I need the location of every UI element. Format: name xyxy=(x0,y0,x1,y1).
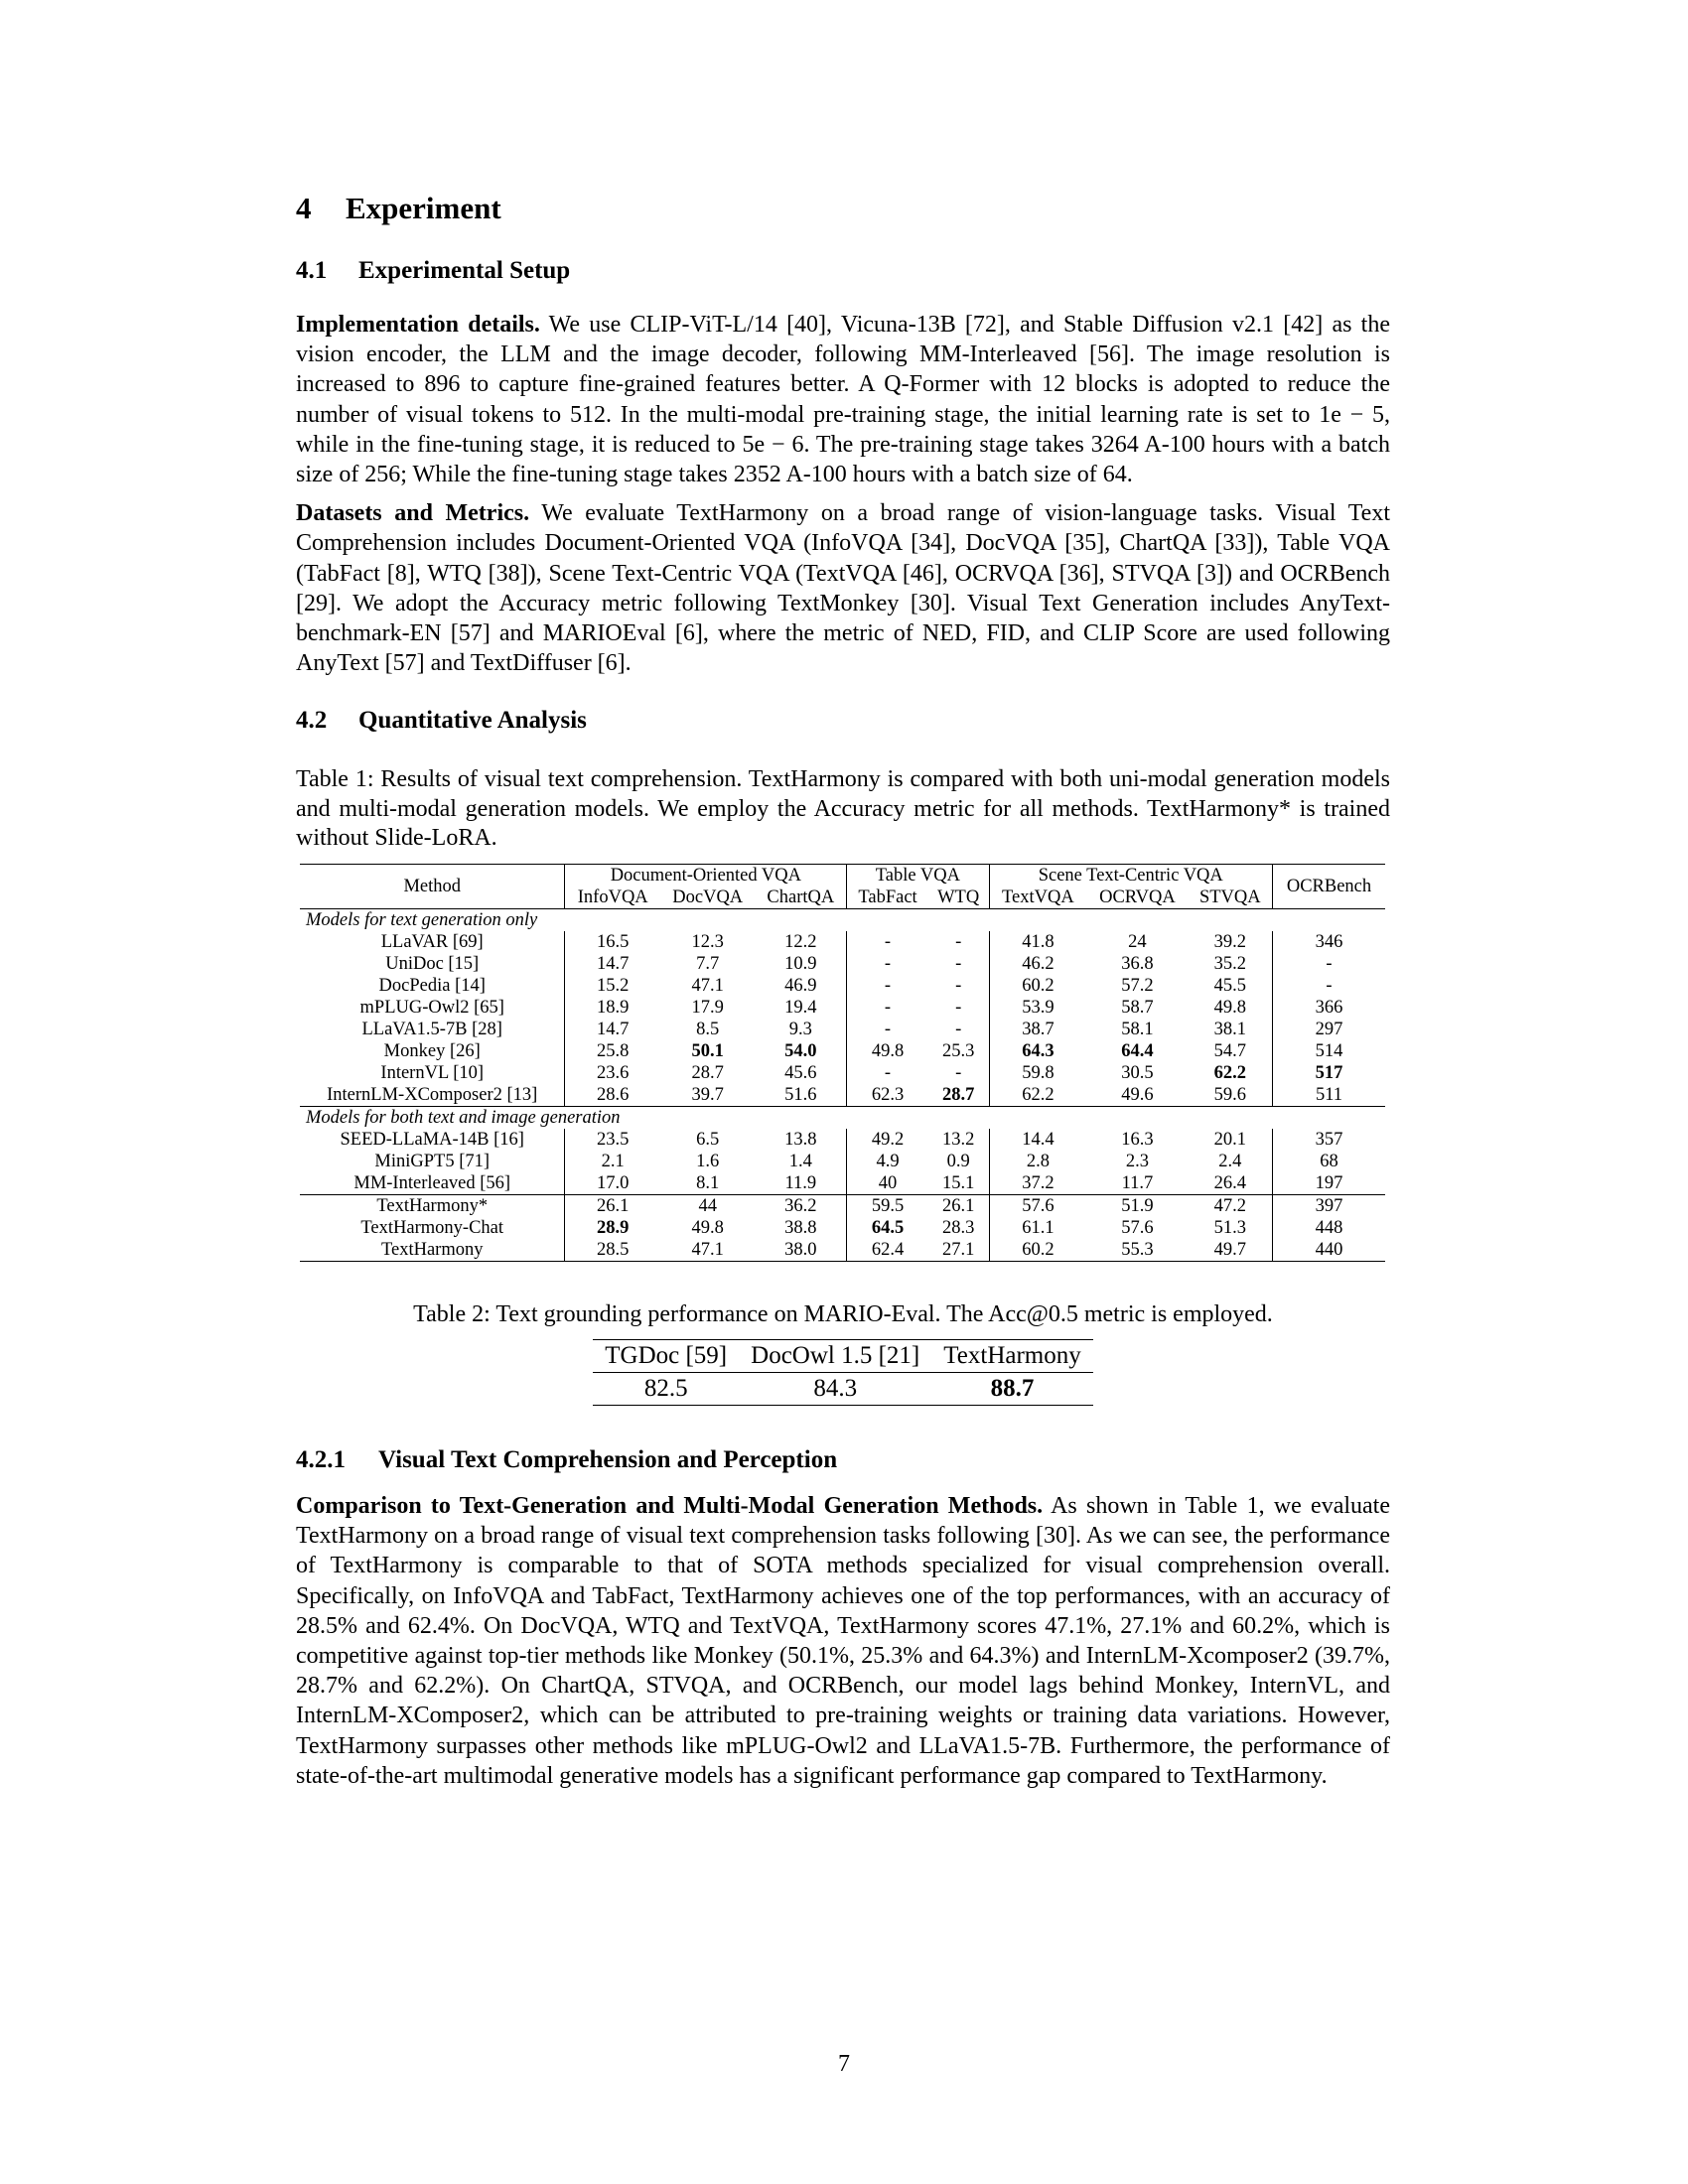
subsection-number: 4.2 xyxy=(296,707,328,735)
paragraph-text: We use CLIP-ViT-L/14 [40], Vicuna-13B [72], and Stable Diffusion v2.1 [42] as the vision encoder, the LLM and the image decoder, following MM-Interleaved [56]. The image resolution is increased to 896 to capture fine-grained features better. A Q-Former with 12 blocks is adopted to reduce the number of visual tokens to 512. In the multi-modal pre-training stage, the initial learning rate is set to 1e − 5, while in the fine-tuning stage, it is reduced to 5e − 6. The pre-training stage takes 3264 A-100 hours with a batch size of 256; While the fine-tuning stage takes 2352 A-100 hours with a batch size of 64. xyxy=(296,312,1390,488)
table-cell: 38.8 xyxy=(755,1217,846,1239)
table-cell: 51.9 xyxy=(1086,1194,1188,1217)
column-header: DocOwl 1.5 [21] xyxy=(739,1339,931,1372)
group-header-doc: Document-Oriented VQA xyxy=(565,864,847,887)
column-header: InfoVQA xyxy=(565,887,660,909)
table-cell: 60.2 xyxy=(989,1239,1086,1262)
table-cell: 2.4 xyxy=(1189,1151,1273,1172)
column-header: WTQ xyxy=(928,887,989,909)
table-cell: 2.1 xyxy=(601,1151,625,1171)
table-cell: 58.1 xyxy=(1121,1019,1154,1039)
table-cell: 24 xyxy=(1128,931,1147,952)
table-cell: 55.3 xyxy=(1086,1239,1188,1262)
method-name: LLaVAR [69] xyxy=(300,931,565,953)
table-cell: 49.2 xyxy=(871,1129,905,1150)
table-cell: 13.8 xyxy=(755,1129,846,1151)
table-section-label: Models for both text and image generation xyxy=(300,1106,1385,1129)
table-cell: 9.3 xyxy=(755,1019,846,1040)
paragraph-implementation xyxy=(296,310,1390,489)
table-row xyxy=(300,1172,1385,1195)
table-cell: 49.8 xyxy=(871,1040,905,1061)
column-header: TGDoc [59] xyxy=(593,1339,739,1372)
column-header: TabFact xyxy=(847,887,928,909)
method-name: InternVL [10] xyxy=(300,1062,565,1084)
table-cell: 8.1 xyxy=(696,1172,720,1193)
table-cell: 4.9 xyxy=(876,1151,900,1171)
table-cell: 49.7 xyxy=(1189,1239,1273,1262)
table-cell: 61.1 xyxy=(1022,1217,1055,1238)
paragraph-lead: Comparison to Text-Generation and Multi-Modal Generation Methods. xyxy=(296,1492,1044,1519)
table-section-label: Models for text generation only xyxy=(306,909,538,930)
table-row xyxy=(300,1129,1385,1151)
table-cell: - xyxy=(928,1019,989,1040)
table-cell: 14.7 xyxy=(597,953,630,974)
table-cell: 82.5 xyxy=(593,1372,739,1405)
column-header: ChartQA xyxy=(755,887,846,909)
table-cell: 50.1 xyxy=(691,1040,724,1061)
table-cell: 45.6 xyxy=(755,1062,846,1084)
table-cell: 68 xyxy=(1320,1151,1338,1171)
table-cell: 44 xyxy=(660,1194,755,1217)
table-cell: 62.3 xyxy=(871,1084,905,1105)
header-method: Method xyxy=(300,864,565,908)
table-cell: 17.0 xyxy=(597,1172,630,1193)
section-number: 4 xyxy=(296,191,312,225)
table-cell: 511 xyxy=(1315,1084,1343,1105)
table-cell: 53.9 xyxy=(1022,997,1055,1018)
table-cell: 84.3 xyxy=(739,1372,931,1405)
table-row xyxy=(300,1239,1385,1262)
paragraph-datasets xyxy=(296,498,1390,678)
table-row xyxy=(300,931,1385,953)
table-cell: 59.6 xyxy=(1189,1084,1273,1107)
table-cell: 17.9 xyxy=(691,997,724,1018)
table-cell: 47.1 xyxy=(660,1239,755,1262)
table-cell: - xyxy=(928,975,989,997)
table-cell: 357 xyxy=(1315,1129,1343,1150)
table-cell: 23.5 xyxy=(597,1129,630,1150)
table-cell: - xyxy=(884,975,892,996)
table-cell: 297 xyxy=(1315,1019,1343,1039)
table-cell: 62.2 xyxy=(1022,1084,1055,1105)
table-row xyxy=(300,1194,1385,1217)
table-cell: 46.9 xyxy=(755,975,846,997)
column-header: TextVQA xyxy=(989,887,1086,909)
table-cell: 0.9 xyxy=(928,1151,989,1172)
table-row xyxy=(300,1217,1385,1239)
subsection-heading-setup xyxy=(296,254,1390,288)
table-cell: 36.2 xyxy=(755,1194,846,1217)
table-row xyxy=(300,953,1385,975)
subsection-heading-quantitative xyxy=(296,704,1390,738)
table-cell: - xyxy=(884,953,892,974)
table-cell: 62.2 xyxy=(1189,1062,1273,1084)
method-name: mPLUG-Owl2 [65] xyxy=(300,997,565,1019)
table-row xyxy=(300,1084,1385,1107)
table-cell: 28.3 xyxy=(928,1217,989,1239)
table-cell: 60.2 xyxy=(1022,975,1055,996)
table-cell: 28.5 xyxy=(565,1239,660,1262)
table-cell: 16.5 xyxy=(597,931,630,952)
column-header: TextHarmony xyxy=(931,1339,1093,1372)
table-cell: 7.7 xyxy=(696,953,720,974)
method-name: MM-Interleaved [56] xyxy=(300,1172,565,1195)
table-cell: 8.5 xyxy=(696,1019,720,1039)
table-row xyxy=(300,1151,1385,1172)
method-name: TextHarmony xyxy=(300,1239,565,1262)
table-cell: 517 xyxy=(1315,1062,1343,1083)
table-cell: 25.8 xyxy=(597,1040,630,1061)
table-cell: - xyxy=(928,1062,989,1084)
table-cell: 39.7 xyxy=(691,1084,724,1105)
paragraph-lead: Datasets and Metrics. xyxy=(296,500,530,527)
table-cell: 30.5 xyxy=(1121,1062,1154,1083)
table-cell: 26.1 xyxy=(928,1194,989,1217)
table-cell: 88.7 xyxy=(931,1372,1093,1405)
table-cell: 47.2 xyxy=(1189,1194,1273,1217)
table1-caption: Table 1: Results of visual text comprehension. TextHarmony is compared with both uni-modal generation models and multi-modal generation models. We employ the Accuracy metric for all methods. TextHarmony* is trained without Slide-LoRA. xyxy=(296,766,1390,852)
table-cell: 36.8 xyxy=(1121,953,1154,974)
table2-grounding-results xyxy=(593,1339,1093,1406)
table1-body xyxy=(300,908,1385,1261)
table-cell: 62.4 xyxy=(847,1239,928,1262)
table-cell: 28.9 xyxy=(597,1217,630,1238)
table-cell: - xyxy=(884,1019,892,1039)
table-cell: 64.5 xyxy=(871,1217,905,1238)
table-cell: 11.9 xyxy=(755,1172,846,1195)
column-header: DocVQA xyxy=(660,887,755,909)
method-name: MiniGPT5 [71] xyxy=(300,1151,565,1172)
table-cell: 46.2 xyxy=(1022,953,1055,974)
table-cell: - xyxy=(928,931,989,953)
method-name: InternLM-XComposer2 [13] xyxy=(300,1084,565,1107)
table-cell: 2.8 xyxy=(1026,1151,1050,1171)
method-name: DocPedia [14] xyxy=(300,975,565,997)
table-cell: - xyxy=(928,997,989,1019)
section-title: Experiment xyxy=(346,191,501,225)
table-cell: 440 xyxy=(1272,1239,1385,1262)
table-cell: 47.1 xyxy=(691,975,724,996)
table-cell: 40 xyxy=(878,1172,898,1193)
table-cell: 38.1 xyxy=(1189,1019,1273,1040)
table-cell: 14.7 xyxy=(597,1019,630,1039)
method-name: SEED-LLaMA-14B [16] xyxy=(300,1129,565,1151)
table-cell: 28.7 xyxy=(691,1062,724,1083)
table-cell: 28.7 xyxy=(928,1084,989,1107)
table1-comprehension-results xyxy=(300,864,1385,1262)
table-cell: 38.0 xyxy=(755,1239,846,1262)
table-cell: 57.2 xyxy=(1121,975,1154,996)
method-name: TextHarmony-Chat xyxy=(300,1217,565,1239)
table-cell: 397 xyxy=(1272,1194,1385,1217)
table-cell: 25.3 xyxy=(928,1040,989,1062)
subsection-title: Experimental Setup xyxy=(358,257,571,284)
group-header-table: Table VQA xyxy=(847,864,989,887)
table-cell: 1.4 xyxy=(755,1151,846,1172)
table-cell: 6.5 xyxy=(696,1129,720,1150)
table-cell: 57.6 xyxy=(989,1194,1086,1217)
table-cell: 59.5 xyxy=(847,1194,928,1217)
table-cell: 49.6 xyxy=(1121,1084,1154,1105)
method-name: Monkey [26] xyxy=(300,1040,565,1062)
table-cell: 14.4 xyxy=(1022,1129,1055,1150)
method-name: TextHarmony* xyxy=(300,1194,565,1217)
table-cell: - xyxy=(928,953,989,975)
table-cell: 64.3 xyxy=(1022,1040,1055,1061)
table-cell: 10.9 xyxy=(755,953,846,975)
table-cell: 51.3 xyxy=(1189,1217,1273,1239)
table-cell: 2.3 xyxy=(1125,1151,1149,1171)
column-header: OCRVQA xyxy=(1086,887,1188,909)
table-row xyxy=(300,1062,1385,1084)
table-cell: 19.4 xyxy=(755,997,846,1019)
group-header-scene: Scene Text-Centric VQA xyxy=(989,864,1272,887)
table-cell: 197 xyxy=(1315,1172,1343,1193)
subsubsection-heading xyxy=(296,1443,1390,1477)
subsubsection-number: 4.2.1 xyxy=(296,1445,346,1473)
table-cell: 16.3 xyxy=(1121,1129,1154,1150)
subsection-title: Quantitative Analysis xyxy=(358,707,587,735)
table-cell: 39.2 xyxy=(1189,931,1273,953)
subsection-number: 4.1 xyxy=(296,257,328,284)
table-cell: - xyxy=(884,931,892,952)
table-row xyxy=(300,997,1385,1019)
table-row xyxy=(300,1019,1385,1040)
table-cell: 38.7 xyxy=(1022,1019,1055,1039)
table-cell: 15.2 xyxy=(597,975,630,996)
table-cell: 35.2 xyxy=(1189,953,1273,975)
table-cell: 20.1 xyxy=(1189,1129,1273,1151)
page-number: 7 xyxy=(838,2051,850,2077)
table-cell: 37.2 xyxy=(1022,1172,1055,1193)
table-cell: 366 xyxy=(1315,997,1343,1018)
table-cell: 26.1 xyxy=(565,1194,660,1217)
table-cell: 64.4 xyxy=(1121,1040,1154,1061)
table-row xyxy=(300,1040,1385,1062)
table-cell: 45.5 xyxy=(1189,975,1273,997)
table-cell: 514 xyxy=(1315,1040,1343,1061)
table-cell: - xyxy=(1326,953,1333,974)
table-cell: - xyxy=(884,1062,892,1083)
table-cell: 11.7 xyxy=(1121,1172,1154,1193)
paragraph-text: As shown in Table 1, we evaluate TextHarmony on a broad range of visual text comprehension tasks following [30]. As we can see, the performance of TextHarmony is comparable to that of SOTA methods specialized for visual comprehension overall. Specifically, on InfoVQA and TabFact, TextHarmony achieves one of the top performances, with an accuracy of 28.5% and 62.4%. On DocVQA, WTQ and TextVQA, TextHarmony scores 47.1%, 27.1% and 60.2%, which is competitive against top-tier methods like Monkey (50.1%, 25.3% and 64.3%) and InternLM-Xcomposer2 (39.7%, 28.7% and 62.2%). On ChartQA, STVQA, and OCRBench, our model lags behind Monkey, InternVL, and InternLM-XComposer2, which can be attributed to pre-training weights or training data variations. However, TextHarmony surpasses other methods like mPLUG-Owl2 and LLaVA1.5-7B. Furthermore, the performance of state-of-the-art multimodal generative models has a significant performance gap compared to TextHarmony. xyxy=(296,1492,1391,1789)
paragraph-text: We evaluate TextHarmony on a broad range of vision-language tasks. Visual Text Comprehension includes Document-Oriented VQA (InfoVQA [34], DocVQA [35], ChartQA [33]), Table VQA (TabFact [8], WTQ [38]), Scene Text-Centric VQA (TextVQA [46], OCRVQA [36], STVQA [3]) and OCRBench [29]. We adopt the Accuracy metric following TextMonkey [30]. Visual Text Generation includes AnyText-benchmark-EN [57] and MARIOEval [6], where the metric of NED, FID, and CLIP Score are used following AnyText [57] and TextDiffuser [6]. xyxy=(296,500,1390,677)
paper-page xyxy=(296,189,1390,1791)
paragraph-lead: Implementation details. xyxy=(296,312,540,338)
table-cell: 28.6 xyxy=(597,1084,630,1105)
table-cell: 27.1 xyxy=(928,1239,989,1262)
table-cell: 57.6 xyxy=(1121,1217,1154,1238)
table-cell: 49.8 xyxy=(1189,997,1273,1019)
subsubsection-title: Visual Text Comprehension and Perception xyxy=(378,1445,838,1473)
table-cell: 54.0 xyxy=(755,1040,846,1062)
table-cell: 1.6 xyxy=(696,1151,720,1171)
table-cell: 59.8 xyxy=(1022,1062,1055,1083)
table2-caption: Table 2: Text grounding performance on MARIO-Eval. The Acc@0.5 metric is employed. xyxy=(413,1300,1273,1327)
table-cell: 448 xyxy=(1315,1217,1343,1238)
table-cell: - xyxy=(1326,975,1333,996)
header-ocrbench: OCRBench xyxy=(1272,864,1385,908)
method-name: UniDoc [15] xyxy=(300,953,565,975)
table-cell: 49.8 xyxy=(691,1217,724,1238)
table-cell: 13.2 xyxy=(928,1129,989,1151)
table-cell: 12.2 xyxy=(755,931,846,953)
table-cell: 15.1 xyxy=(928,1172,989,1195)
table-cell: 54.7 xyxy=(1189,1040,1273,1062)
table-cell: 58.7 xyxy=(1121,997,1154,1018)
method-name: LLaVA1.5-7B [28] xyxy=(300,1019,565,1040)
table-cell: 346 xyxy=(1315,931,1343,952)
table-cell: 18.9 xyxy=(597,997,630,1018)
column-header: STVQA xyxy=(1189,887,1273,909)
table-row xyxy=(300,975,1385,997)
paragraph-comparison xyxy=(296,1491,1390,1791)
table-cell: 23.6 xyxy=(597,1062,630,1083)
table-cell: 26.4 xyxy=(1189,1172,1273,1195)
table-cell: 51.6 xyxy=(755,1084,846,1107)
section-heading xyxy=(296,189,1390,228)
table-cell: 41.8 xyxy=(1022,931,1055,952)
table-cell: - xyxy=(884,997,892,1018)
table-cell: 12.3 xyxy=(691,931,724,952)
